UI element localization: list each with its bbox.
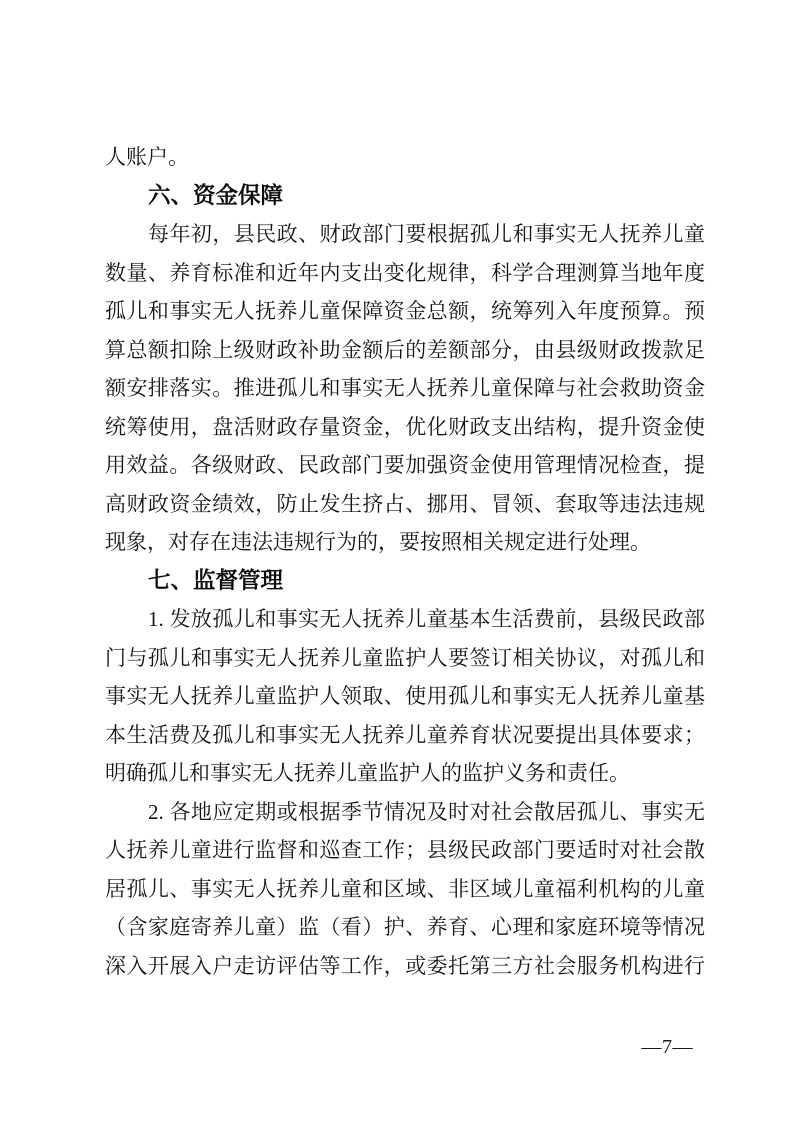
text-line: 孤儿和事实无人抚养儿童保障资金总额，统筹列入年度预算。预 [105, 299, 705, 323]
page-number: —7— [641, 1036, 693, 1058]
text-line: 用效益。各级财政、民政部门要加强资金使用管理情况检查，提 [105, 453, 705, 477]
text-line: （含家庭寄养儿童）监（看）护、养育、心理和家庭环境等情况 [105, 915, 705, 939]
text-line: 1. 发放孤儿和事实无人抚养儿童基本生活费前，县级民政部 [148, 607, 705, 631]
text-line: 统筹使用，盘活财政存量资金，优化财政支出结构，提升资金使 [105, 414, 705, 439]
section-heading: 六、资金保障 [148, 182, 284, 208]
text-line: 明确孤儿和事实无人抚养儿童监护人的监护义务和责任。 [105, 761, 630, 785]
text-line: 居孤儿、事实无人抚养儿童和区域、非区域儿童福利机构的儿童 [105, 876, 705, 901]
document-body [105, 138, 705, 985]
text-line: 人抚养儿童进行监督和巡查工作；县级民政部门要适时对社会散 [105, 838, 705, 862]
text-line: 门与孤儿和事实无人抚养儿童监护人要签订相关协议，对孤儿和 [105, 645, 705, 670]
text-line: 算总额扣除上级财政补助金额后的差额部分，由县级财政拨款足 [105, 337, 705, 362]
text-line: 数量、养育标准和近年内支出变化规律，科学合理测算当地年度 [105, 260, 705, 285]
text-line: 深入开展入户走访评估等工作，或委托第三方社会服务机构进行 [105, 953, 705, 978]
text-line: 高财政资金绩效，防止发生挤占、挪用、冒领、套取等违法违规 [105, 491, 705, 516]
section-heading: 七、监督管理 [148, 567, 284, 593]
text-line: 现象，对存在违法违规行为的，要按照相关规定进行处理。 [105, 530, 651, 554]
text-line: 每年初，县民政、财政部门要根据孤儿和事实无人抚养儿童 [148, 222, 705, 246]
text-line: 2. 各地应定期或根据季节情况及时对社会散居孤儿、事实无 [148, 799, 705, 824]
text-line: 事实无人抚养儿童监护人领取、使用孤儿和事实无人抚养儿童基 [105, 684, 705, 708]
text-line: 额安排落实。推进孤儿和事实无人抚养儿童保障与社会救助资金 [105, 376, 705, 400]
text-line: 本生活费及孤儿和事实无人抚养儿童养育状况要提出具体要求； [105, 722, 705, 747]
text-line: 人账户。 [105, 145, 189, 169]
